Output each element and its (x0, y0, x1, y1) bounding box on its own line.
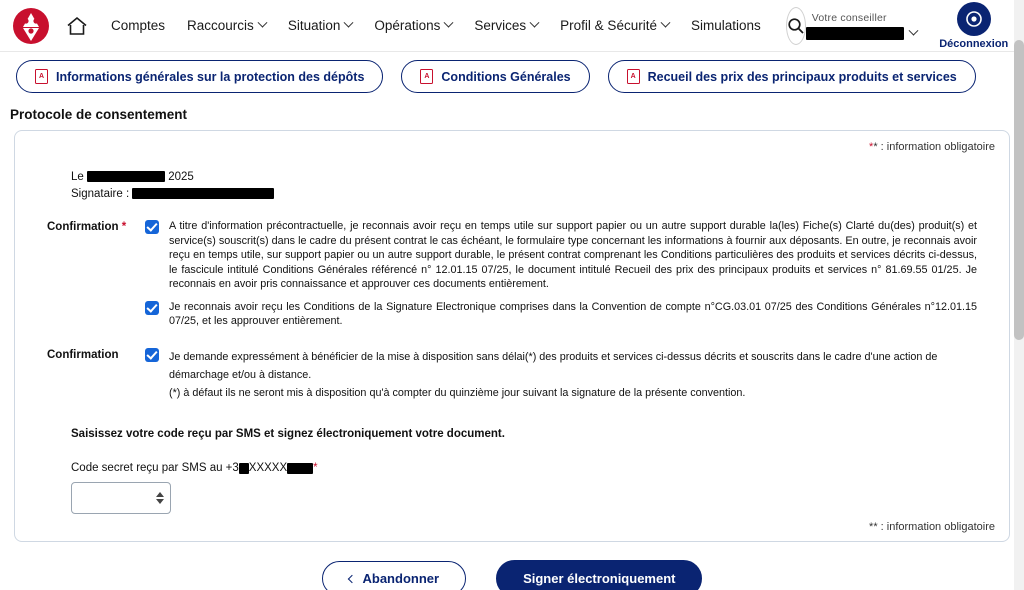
nav-item-services[interactable] (463, 12, 549, 39)
stepper-control[interactable] (156, 492, 164, 504)
date-redacted (87, 171, 165, 182)
pill-label: Informations générales sur la protection des dépôts (56, 69, 365, 84)
nav-label: Opérations (374, 18, 441, 33)
confirmation-block-1 (47, 219, 977, 337)
confirmation-block-2 (47, 347, 977, 409)
checkbox-row-signature-electronique (145, 300, 977, 329)
pdf-icon: A (627, 69, 640, 84)
main-nav (100, 12, 772, 39)
abandon-button[interactable] (322, 561, 467, 590)
checkbox-signature-electronique[interactable] (145, 301, 159, 315)
nav-label: Services (474, 18, 527, 33)
page-scrollbar-thumb[interactable] (1014, 40, 1024, 340)
chevron-down-icon (661, 18, 671, 28)
confirmation-label-1-text: Confirmation (47, 221, 119, 233)
mandatory-note-top (29, 141, 995, 153)
pill-conditions-generales[interactable] (401, 60, 589, 93)
search-icon (787, 17, 805, 35)
date-line: Le 2025 (71, 171, 194, 183)
pill-recueil-prix[interactable] (608, 60, 976, 93)
nav-label: Comptes (111, 18, 166, 33)
pdf-icon: A (420, 69, 433, 84)
nav-item-profil-securite[interactable] (549, 12, 680, 39)
confirmation-label-1 (47, 219, 145, 233)
signer-line: Signataire : (71, 186, 977, 203)
consent-card (14, 130, 1010, 542)
required-star: * (313, 462, 318, 474)
chevron-down-icon (908, 25, 918, 35)
chevron-down-icon (444, 18, 454, 28)
mandatory-note-bottom (869, 521, 995, 533)
checkbox-row-precontractuelle (145, 219, 977, 292)
nav-label: Profil & Sécurité (560, 18, 657, 33)
phone-redacted-2 (287, 463, 313, 474)
chevron-down-icon (344, 18, 354, 28)
confirmation-label-2: Confirmation (47, 348, 119, 361)
page-title: Protocole de consentement (10, 107, 188, 122)
header-right (806, 2, 1023, 50)
advisor-name-redacted (806, 27, 904, 40)
nav-item-raccourcis[interactable] (176, 12, 277, 39)
pill-label: Conditions Générales (441, 69, 571, 84)
page-scrollbar[interactable] (1014, 0, 1024, 590)
chevron-down-icon (257, 18, 267, 28)
checkbox-mise-a-disposition-note: (*) à défaut ils ne seront mis à disposition qu'à compter du quinzième jour suivant la signature de la présente convention. (169, 386, 746, 399)
sms-code-field[interactable] (86, 490, 156, 506)
sms-phone-label (71, 462, 977, 474)
app-header (0, 0, 1024, 52)
checkbox-row-mise-a-disposition (145, 347, 977, 401)
stepper-down-icon[interactable] (156, 499, 164, 504)
logout-button[interactable] (931, 2, 1017, 50)
sms-phone-masked: XXXXX (248, 462, 288, 474)
checkbox-mise-a-disposition-label: Je demande expressément à bénéficier de la mise à disposition sans délai(*) des produits et services ci-dessus décrits et souscrits dans le cadre d'une action de démarchage et/ou à distance. (169, 350, 938, 381)
advisor-label: Votre conseiller (811, 11, 887, 24)
logout-label: Déconnexion (939, 37, 1009, 50)
home-icon[interactable] (66, 11, 88, 41)
sms-instruction: Saisissez votre code reçu par SMS et signez électroniquement votre document. (71, 428, 505, 440)
pill-label: Recueil des prix des principaux produits et services (647, 69, 957, 84)
checkbox-mise-a-disposition[interactable] (145, 348, 159, 362)
chevron-left-icon (347, 574, 355, 582)
mandatory-note-bottom-text: * : information obligatoire (873, 521, 995, 533)
advisor-menu[interactable] (806, 12, 917, 40)
pdf-icon: A (35, 69, 48, 84)
logout-icon (957, 2, 991, 36)
checkbox-precontractuelle[interactable] (145, 220, 159, 234)
abandon-label: Abandonner (362, 571, 440, 586)
required-star: * (869, 141, 874, 153)
nav-label: Situation (287, 18, 341, 33)
checkbox-precontractuelle-label: A titre d'information précontractuelle, je reconnais avoir reçu en temps utile sur support papier ou un autre support durable la(les) Fiche(s) Clarté du(des) produit(s) et service(s) souscrit(s) dans le cadre du présent contrat le cas échéant, le formulaire type concernant les informations à fournir aux déposants. En outre, je reconnais avoir reçu en temps utile, sur support papier ou un autre support durable, le présent contrat comprenant les Conditions particulières des produits et services décrits ci-dessus, le fascicule intitulé Conditions Générales référencé n° 12.01.15 07/25, le document intitulé Recueil des prix des principaux produits et services n° 81.69.55 01/25. Je reconnais en avoir pris connaissance et approuver ces documents entièrement. (169, 220, 977, 290)
phone-redacted-1 (239, 463, 249, 474)
required-star: * (869, 521, 874, 533)
search-button[interactable] (786, 7, 806, 45)
signer-redacted (132, 188, 274, 199)
pill-protection-depots[interactable] (16, 60, 383, 93)
nav-item-situation[interactable] (277, 12, 364, 39)
sms-code-input[interactable] (71, 482, 171, 514)
document-links-row (0, 52, 1024, 97)
nav-item-simulations[interactable] (680, 12, 772, 39)
required-star: * (121, 221, 127, 233)
nav-label: Raccourcis (187, 18, 254, 33)
checkbox-signature-electronique-label: Je reconnais avoir reçu les Conditions de la Signature Electronique comprises dans la Convention de compte n°CG.03.01 07/25 des Conditions Générales n°12.01.15 07/25, et les approuver entièrement. (169, 300, 977, 327)
chevron-down-icon (530, 18, 540, 28)
sign-button[interactable]: Signer électroniquement (496, 560, 702, 590)
signature-info (71, 169, 977, 203)
mandatory-note-text: * : information obligatoire (873, 141, 995, 153)
stepper-up-icon[interactable] (156, 492, 164, 497)
nav-item-operations[interactable] (363, 12, 463, 39)
nav-label: Simulations (690, 18, 761, 33)
nav-item-comptes[interactable] (100, 12, 176, 39)
form-actions (0, 560, 1024, 590)
credit-mutuel-logo[interactable] (10, 6, 52, 46)
sms-phone-prefix: Code secret reçu par SMS au +3 (71, 462, 239, 474)
